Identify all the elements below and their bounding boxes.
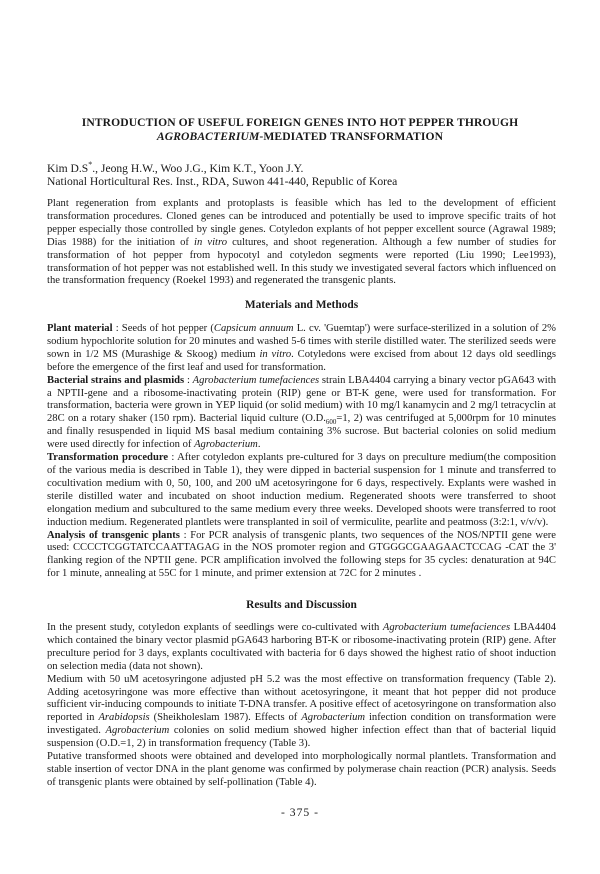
intro-italic: in vitro (194, 236, 227, 248)
results-p1-a: In the present study, cotyledon explants of seedlings were co-cultivated with (47, 622, 383, 633)
plant-material-lead: Plant material (47, 323, 113, 334)
methods-body (47, 323, 556, 581)
analysis-lead: Analysis of transgenic plants (47, 529, 180, 541)
methods-heading: Materials and Methods (244, 299, 359, 311)
results-p2-d: colonies on solid medium showed higher infection effect than that of bacterial liquid suspension (O.D.=1, 2) in transformation frequency (Table 3). (47, 725, 556, 750)
results-p2-c: infection condition on transformation were investigated. (47, 712, 556, 737)
results-p2-b: (Sheikholeslam 1987). Effects of (149, 712, 302, 724)
first-author: Kim D.S (47, 161, 89, 175)
title-line-1: INTRODUCTION OF USEFUL FOREIGN GENES INTO HOT PEPPER THROUGH (81, 116, 519, 129)
results-body (47, 622, 556, 790)
intro-text: Plant regeneration from explants and protoplasts is feasible which has led to the development of efficient transformation procedures. Cloned genes can be introduced and potentially be used to improve specific traits of hot pepper especially those controlled by single genes. Cotyledon explants of hot pepper excellent source (Agrawal 1989; Dias 1988) for the initiation of (47, 198, 556, 248)
results-p2-italic-2: Agrobacterium (301, 712, 366, 724)
results-p1-italic: Agrobacterium tumefaciences (382, 622, 511, 633)
bacterium-name: Agrobacterium tumefaciences (192, 374, 320, 386)
analysis-text: : For PCR analysis of transgenic plants, two sequences of the NOS/NPTII gene were used: CCCCTCGGTATCCAATTAGAG in the NOS promoter region and GTGGGCGAAGAACTCCAG -CAT the 3' flanking region of the NPTII gene. PCR amplification involved the following steps for 35 cycles: denaturation at 94C for 1 minute, annealing at 55C for 1 minute, and primer extension at 72C for 2 minutes . (47, 529, 556, 580)
results-p2-a: Medium with 50 uM acetosyringone adjusted pH 5.2 was the most effective on transformation frequency (Table 2). Adding acetosyringone was more effective than without acetosyringone, it meant that hot pepper did not produce sufficient vir-inducing compounds to initiate T-DNA transfer. A positive effect of acetosyringone on transformation also reported in (47, 673, 556, 724)
results-paragraph-1 (47, 622, 556, 674)
paper-title (40, 116, 560, 144)
in-vitro-term: in vitro (259, 348, 292, 360)
results-paragraph-3: Putative transformed shoots were obtained and developed into morphologically normal plantlets. Transformation and stable insertion of vector DNA in the plant genome was confirmed by polymerase chain reaction (PCR) analysis. Seeds of transgenic plants were obtained by self-pollination (Table 4). (47, 751, 556, 788)
plant-text-b: L. cv. 'Guemtap') were surface-sterilized in a solution of 2% sodium hypochlorite solution for 20 minutes and washed 5-6 times with sterile distilled water. The sterilized seeds were sown in 1/2 MS (Murashige & Skoog) medium (47, 323, 556, 360)
bact-text-a: : (184, 374, 193, 386)
results-p1-b: LBA4404 which contained the binary vector plasmid pGA643 harboring BT-K or ribosome-inactivating protein (RIP) gene. After preculture period for 3 days, explants cocultivated with bacteria for 6 days showed the highest ratio of shoot induction on selection media (data not shown). (47, 622, 557, 672)
bact-text-d: . (257, 439, 261, 451)
title-rest: -MEDIATED TRANSFORMATION (259, 130, 444, 143)
other-authors: ., Jeong H.W., Woo J.G., Kim K.T., Yoon J.Y. (92, 161, 304, 175)
plant-text-c: . Cotyledons were excised from about 12 days old seedlings before the emergence of the first leaf and used for transformation. (47, 348, 556, 373)
species-name: Capsicum annuum (213, 323, 294, 334)
analysis-paragraph (47, 530, 556, 582)
title-line-2 (40, 130, 560, 144)
od-subscript: 600 (325, 418, 337, 427)
intro-text-end: cultures, and shoot regeneration. Although a few number of studies for transformation of hot pepper from hypocotyl and cotyledon segments were reported (Liu 1990; Lee1993), transformation of hot pepper was not established well. In this study we investigated several factors which influenced on the transformation frequency (Roekel 1993) and regenerated the transgenic plants. (47, 236, 556, 287)
results-paragraph-2 (47, 674, 556, 751)
bacterium-genus: Agrobacterium (194, 439, 258, 451)
affiliation: National Horticultural Res. Inst., RDA, Suwon 441-440, Republic of Korea (47, 175, 398, 188)
bact-text-c: =1, 2) was centrifuged at 5,000rpm for 10 minutes and finally resuspended in liquid MS basal medium containing 3% sucrose. But bacterial colonies on solid medium were used directly for infection of (47, 413, 556, 451)
bacterial-strains-paragraph (47, 375, 556, 452)
transformation-lead: Transformation procedure (47, 452, 169, 464)
transformation-text: : After cotyledon explants pre-cultured for 3 days on preculture medium(the composition of the various media is described in Table 1), they were dipped in bacterial suspension for 1 minute and transferred to cocultivation medium with 0, 50, 100, and 200 uM acetosyringone for 6 days, respectively. Explants were washed in sterile distilled water and incubated on shoot induction medium. Regenerated shoots were transferred to shoot elongation medium and subcultured to the same medium every three weeks. Developed shoots were transferred to root induction medium. Regenerated plantlets were transplanted in soil of vermiculite, pearlite and peatmoss (3:2:1, v/v/v). (47, 452, 556, 528)
results-heading: Results and Discussion (246, 599, 357, 611)
intro-paragraph (47, 198, 556, 288)
results-p2-italic-1: Arabidopsis (98, 712, 150, 724)
bacterial-strains-lead: Bacterial strains and plasmids (47, 374, 185, 386)
bact-text-b: strain LBA4404 carrying a binary vector pGA643 with a NPTII-gene and a ribosome-inactivating protein (RIP) gene or BT-K gene, were used for transformation. For transformation, bacteria were grown in YEP liquid (or solid medium) with 10 mg/l kanamycin and 2 mg/l tetracyclin at 28C on a rotary shaker (150 rpm). Bacterial liquid culture (O.D. (47, 374, 556, 425)
plant-material-paragraph (47, 323, 556, 375)
transformation-procedure-paragraph (47, 452, 556, 529)
title-italic: AGROBACTERIUM (156, 130, 260, 143)
plant-text-a: : Seeds of hot pepper ( (112, 323, 214, 334)
results-p2-italic-3: Agrobacterium (105, 725, 170, 737)
page-number: - 375 - (281, 806, 319, 819)
corresponding-mark: * (88, 160, 93, 169)
